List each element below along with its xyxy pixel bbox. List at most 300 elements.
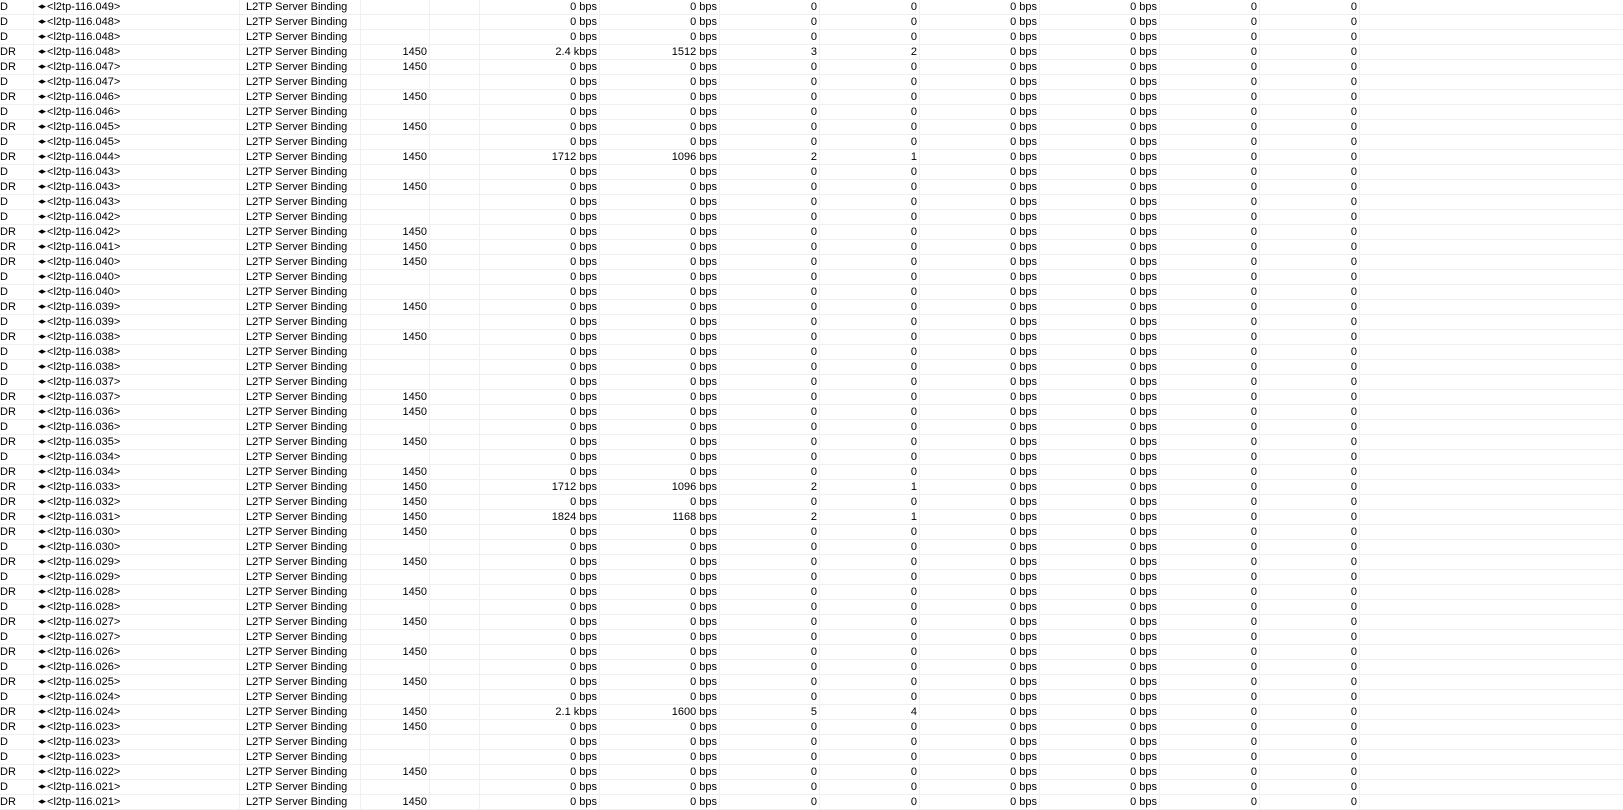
flags-cell: D xyxy=(0,750,34,764)
tx-cell: 0 bps xyxy=(600,135,720,149)
table-row[interactable] xyxy=(0,345,1623,360)
fp-rx-cell: 0 bps xyxy=(920,540,1040,554)
name-cell xyxy=(34,60,240,74)
empty-cell xyxy=(430,270,480,284)
table-row[interactable] xyxy=(0,225,1623,240)
rx-packet-cell: 0 xyxy=(720,465,820,479)
name-cell xyxy=(34,390,240,404)
empty-cell xyxy=(430,465,480,479)
rx-packet-cell: 5 xyxy=(720,705,820,719)
arrow-both-icon: ◂▸ xyxy=(38,272,46,282)
table-row[interactable] xyxy=(0,60,1623,75)
name-cell xyxy=(34,645,240,659)
arrow-both-icon: ◂▸ xyxy=(38,722,46,732)
fp-tx-packet-cell: 0 xyxy=(1260,420,1360,434)
fp-rx-cell: 0 bps xyxy=(920,375,1040,389)
name-cell xyxy=(34,0,240,14)
arrow-both-icon: ◂▸ xyxy=(38,317,46,327)
tx-packet-cell: 0 xyxy=(820,0,920,14)
mtu-cell: 1450 xyxy=(361,150,430,164)
fp-tx-cell: 0 bps xyxy=(1040,120,1160,134)
table-row[interactable] xyxy=(0,135,1623,150)
fp-tx-packet-cell: 0 xyxy=(1260,720,1360,734)
tx-packet-cell: 0 xyxy=(820,540,920,554)
arrow-both-icon: ◂▸ xyxy=(38,572,46,582)
tx-cell: 0 bps xyxy=(600,435,720,449)
table-row[interactable] xyxy=(0,75,1623,90)
fp-rx-packet-cell: 0 xyxy=(1160,720,1260,734)
type-cell: L2TP Server Binding xyxy=(240,60,361,74)
table-row[interactable] xyxy=(0,285,1623,300)
tx-packet-cell: 0 xyxy=(820,390,920,404)
flags-cell: D xyxy=(0,30,34,44)
tx-cell: 0 bps xyxy=(600,360,720,374)
tx-cell: 0 bps xyxy=(600,660,720,674)
table-row[interactable] xyxy=(0,750,1623,765)
name-cell xyxy=(34,330,240,344)
fp-rx-cell: 0 bps xyxy=(920,225,1040,239)
arrow-both-icon: ◂▸ xyxy=(38,62,46,72)
arrow-both-icon: ◂▸ xyxy=(38,107,46,117)
mtu-cell xyxy=(361,75,430,89)
empty-cell xyxy=(430,135,480,149)
table-row[interactable] xyxy=(0,105,1623,120)
fp-tx-cell: 0 bps xyxy=(1040,570,1160,584)
table-row[interactable] xyxy=(0,570,1623,585)
table-row[interactable] xyxy=(0,705,1623,720)
rx-packet-cell: 0 xyxy=(720,0,820,14)
interface-name: <l2tp-116.027> xyxy=(47,631,121,643)
rx-cell: 2.1 kbps xyxy=(480,705,600,719)
table-row[interactable] xyxy=(0,615,1623,630)
mtu-cell: 1450 xyxy=(361,720,430,734)
fp-tx-cell: 0 bps xyxy=(1040,165,1160,179)
type-cell: L2TP Server Binding xyxy=(240,675,361,689)
tx-cell: 0 bps xyxy=(600,690,720,704)
name-cell xyxy=(34,360,240,374)
fp-rx-cell: 0 bps xyxy=(920,300,1040,314)
mtu-cell xyxy=(361,0,430,14)
flags-cell: DR xyxy=(0,255,34,269)
table-row[interactable] xyxy=(0,180,1623,195)
table-row[interactable] xyxy=(0,495,1623,510)
arrow-both-icon: ◂▸ xyxy=(38,47,46,57)
rx-packet-cell: 0 xyxy=(720,630,820,644)
tx-cell: 0 bps xyxy=(600,345,720,359)
fp-rx-packet-cell: 0 xyxy=(1160,435,1260,449)
arrow-both-icon: ◂▸ xyxy=(38,32,46,42)
interface-name: <l2tp-116.038> xyxy=(47,361,121,373)
empty-cell xyxy=(430,495,480,509)
table-row[interactable] xyxy=(0,45,1623,60)
mtu-cell: 1450 xyxy=(361,705,430,719)
flags-cell: DR xyxy=(0,405,34,419)
fp-rx-packet-cell: 0 xyxy=(1160,330,1260,344)
tx-packet-cell: 0 xyxy=(820,300,920,314)
name-cell xyxy=(34,180,240,194)
table-row[interactable] xyxy=(0,405,1623,420)
tx-packet-cell: 0 xyxy=(820,570,920,584)
rx-packet-cell: 0 xyxy=(720,495,820,509)
flags-cell: DR xyxy=(0,555,34,569)
table-row[interactable] xyxy=(0,690,1623,705)
fp-rx-cell: 0 bps xyxy=(920,555,1040,569)
type-cell: L2TP Server Binding xyxy=(240,495,361,509)
name-cell xyxy=(34,615,240,629)
rx-packet-cell: 0 xyxy=(720,195,820,209)
mtu-cell xyxy=(361,165,430,179)
fp-rx-packet-cell: 0 xyxy=(1160,465,1260,479)
fp-tx-cell: 0 bps xyxy=(1040,600,1160,614)
rx-packet-cell: 0 xyxy=(720,780,820,794)
fp-rx-packet-cell: 0 xyxy=(1160,225,1260,239)
name-cell xyxy=(34,105,240,119)
mtu-cell: 1450 xyxy=(361,45,430,59)
empty-cell xyxy=(430,765,480,779)
fp-tx-cell: 0 bps xyxy=(1040,795,1160,809)
table-row[interactable] xyxy=(0,540,1623,555)
flags-cell: DR xyxy=(0,510,34,524)
fp-rx-cell: 0 bps xyxy=(920,690,1040,704)
table-row[interactable] xyxy=(0,555,1623,570)
fp-rx-packet-cell: 0 xyxy=(1160,105,1260,119)
table-row[interactable] xyxy=(0,390,1623,405)
type-cell: L2TP Server Binding xyxy=(240,210,361,224)
fp-tx-cell: 0 bps xyxy=(1040,375,1160,389)
fp-tx-cell: 0 bps xyxy=(1040,675,1160,689)
rx-cell: 1712 bps xyxy=(480,480,600,494)
tx-cell: 0 bps xyxy=(600,615,720,629)
rx-cell: 0 bps xyxy=(480,390,600,404)
tx-packet-cell: 0 xyxy=(820,450,920,464)
fp-tx-cell: 0 bps xyxy=(1040,465,1160,479)
type-cell: L2TP Server Binding xyxy=(240,30,361,44)
empty-cell xyxy=(430,540,480,554)
rx-cell: 1824 bps xyxy=(480,510,600,524)
table-row[interactable] xyxy=(0,585,1623,600)
rx-packet-cell: 0 xyxy=(720,420,820,434)
tx-cell: 0 bps xyxy=(600,240,720,254)
flags-cell: D xyxy=(0,735,34,749)
table-row[interactable] xyxy=(0,435,1623,450)
fp-tx-packet-cell: 0 xyxy=(1260,255,1360,269)
mtu-cell xyxy=(361,195,430,209)
flags-cell: DR xyxy=(0,645,34,659)
fp-rx-cell: 0 bps xyxy=(920,615,1040,629)
fp-tx-packet-cell: 0 xyxy=(1260,15,1360,29)
table-row[interactable] xyxy=(0,720,1623,735)
tx-packet-cell: 1 xyxy=(820,510,920,524)
arrow-both-icon: ◂▸ xyxy=(38,557,46,567)
fp-tx-cell: 0 bps xyxy=(1040,15,1160,29)
rx-cell: 0 bps xyxy=(480,735,600,749)
table-row[interactable] xyxy=(0,360,1623,375)
fp-rx-cell: 0 bps xyxy=(920,240,1040,254)
fp-rx-cell: 0 bps xyxy=(920,750,1040,764)
interface-name: <l2tp-116.039> xyxy=(47,316,121,328)
interface-name: <l2tp-116.030> xyxy=(47,541,121,553)
mtu-cell: 1450 xyxy=(361,465,430,479)
type-cell: L2TP Server Binding xyxy=(240,150,361,164)
arrow-both-icon: ◂▸ xyxy=(38,737,46,747)
flags-cell: D xyxy=(0,135,34,149)
rx-cell: 0 bps xyxy=(480,345,600,359)
empty-cell xyxy=(430,105,480,119)
tx-packet-cell: 0 xyxy=(820,315,920,329)
arrow-both-icon: ◂▸ xyxy=(38,332,46,342)
interface-name: <l2tp-116.038> xyxy=(47,331,121,343)
fp-tx-packet-cell: 0 xyxy=(1260,165,1360,179)
arrow-both-icon: ◂▸ xyxy=(38,362,46,372)
rx-packet-cell: 0 xyxy=(720,675,820,689)
arrow-both-icon: ◂▸ xyxy=(38,752,46,762)
fp-tx-cell: 0 bps xyxy=(1040,525,1160,539)
tx-cell: 0 bps xyxy=(600,195,720,209)
table-row[interactable] xyxy=(0,660,1623,675)
fp-tx-cell: 0 bps xyxy=(1040,330,1160,344)
fp-tx-cell: 0 bps xyxy=(1040,210,1160,224)
arrow-both-icon: ◂▸ xyxy=(38,512,46,522)
table-row[interactable] xyxy=(0,375,1623,390)
table-row[interactable] xyxy=(0,795,1623,810)
rx-packet-cell: 0 xyxy=(720,540,820,554)
empty-cell xyxy=(430,390,480,404)
table-row[interactable] xyxy=(0,330,1623,345)
empty-cell xyxy=(430,315,480,329)
fp-tx-cell: 0 bps xyxy=(1040,630,1160,644)
fp-rx-cell: 0 bps xyxy=(920,165,1040,179)
interface-name: <l2tp-116.035> xyxy=(47,436,121,448)
table-row[interactable] xyxy=(0,30,1623,45)
interface-name: <l2tp-116.046> xyxy=(47,91,121,103)
table-row[interactable] xyxy=(0,0,1623,15)
mtu-cell xyxy=(361,735,430,749)
name-cell xyxy=(34,570,240,584)
mtu-cell xyxy=(361,30,430,44)
name-cell xyxy=(34,540,240,554)
fp-tx-cell: 0 bps xyxy=(1040,285,1160,299)
rx-packet-cell: 0 xyxy=(720,585,820,599)
interface-name: <l2tp-116.049> xyxy=(47,1,121,13)
table-row[interactable] xyxy=(0,120,1623,135)
tx-packet-cell: 0 xyxy=(820,465,920,479)
name-cell xyxy=(34,525,240,539)
interface-name: <l2tp-116.023> xyxy=(47,736,121,748)
table-row[interactable] xyxy=(0,510,1623,525)
fp-rx-cell: 0 bps xyxy=(920,120,1040,134)
mtu-cell: 1450 xyxy=(361,240,430,254)
empty-cell xyxy=(430,675,480,689)
empty-cell xyxy=(430,15,480,29)
fp-rx-packet-cell: 0 xyxy=(1160,150,1260,164)
table-row[interactable] xyxy=(0,255,1623,270)
fp-rx-cell: 0 bps xyxy=(920,420,1040,434)
table-row[interactable] xyxy=(0,450,1623,465)
arrow-both-icon: ◂▸ xyxy=(38,542,46,552)
flags-cell: D xyxy=(0,165,34,179)
table-row[interactable] xyxy=(0,165,1623,180)
arrow-both-icon: ◂▸ xyxy=(38,692,46,702)
fp-tx-packet-cell: 0 xyxy=(1260,765,1360,779)
fp-tx-packet-cell: 0 xyxy=(1260,135,1360,149)
empty-cell xyxy=(430,75,480,89)
flags-cell: D xyxy=(0,105,34,119)
rx-packet-cell: 0 xyxy=(720,270,820,284)
arrow-both-icon: ◂▸ xyxy=(38,527,46,537)
type-cell: L2TP Server Binding xyxy=(240,435,361,449)
fp-tx-cell: 0 bps xyxy=(1040,540,1160,554)
table-row[interactable] xyxy=(0,780,1623,795)
interface-name: <l2tp-116.045> xyxy=(47,136,121,148)
table-row[interactable] xyxy=(0,300,1623,315)
empty-cell xyxy=(430,645,480,659)
fp-rx-cell: 0 bps xyxy=(920,255,1040,269)
flags-cell: DR xyxy=(0,525,34,539)
interface-name: <l2tp-116.028> xyxy=(47,601,121,613)
fp-tx-cell: 0 bps xyxy=(1040,195,1160,209)
interface-name: <l2tp-116.042> xyxy=(47,226,121,238)
fp-tx-cell: 0 bps xyxy=(1040,705,1160,719)
flags-cell: DR xyxy=(0,120,34,134)
fp-rx-cell: 0 bps xyxy=(920,660,1040,674)
table-row[interactable] xyxy=(0,315,1623,330)
tx-cell: 0 bps xyxy=(600,330,720,344)
empty-cell xyxy=(430,90,480,104)
table-row[interactable] xyxy=(0,15,1623,30)
table-row[interactable] xyxy=(0,270,1623,285)
empty-cell xyxy=(430,480,480,494)
empty-cell xyxy=(430,180,480,194)
table-row[interactable] xyxy=(0,735,1623,750)
rx-packet-cell: 0 xyxy=(720,225,820,239)
tx-packet-cell: 0 xyxy=(820,780,920,794)
fp-rx-cell: 0 bps xyxy=(920,435,1040,449)
arrow-both-icon: ◂▸ xyxy=(38,587,46,597)
rx-cell: 0 bps xyxy=(480,585,600,599)
name-cell xyxy=(34,285,240,299)
fp-tx-packet-cell: 0 xyxy=(1260,495,1360,509)
fp-rx-cell: 0 bps xyxy=(920,135,1040,149)
table-row[interactable] xyxy=(0,480,1623,495)
type-cell: L2TP Server Binding xyxy=(240,75,361,89)
tx-packet-cell: 0 xyxy=(820,285,920,299)
table-row[interactable] xyxy=(0,90,1623,105)
table-row[interactable] xyxy=(0,645,1623,660)
empty-cell xyxy=(430,570,480,584)
table-row[interactable] xyxy=(0,195,1623,210)
fp-rx-packet-cell: 0 xyxy=(1160,285,1260,299)
tx-packet-cell: 0 xyxy=(820,15,920,29)
flags-cell: D xyxy=(0,0,34,14)
tx-cell: 0 bps xyxy=(600,420,720,434)
table-row[interactable] xyxy=(0,675,1623,690)
fp-tx-packet-cell: 0 xyxy=(1260,360,1360,374)
interface-name: <l2tp-116.027> xyxy=(47,616,121,628)
tx-cell: 0 bps xyxy=(600,525,720,539)
name-cell xyxy=(34,210,240,224)
type-cell: L2TP Server Binding xyxy=(240,615,361,629)
name-cell xyxy=(34,300,240,314)
fp-rx-packet-cell: 0 xyxy=(1160,555,1260,569)
rx-cell: 0 bps xyxy=(480,660,600,674)
tx-packet-cell: 0 xyxy=(820,660,920,674)
mtu-cell xyxy=(361,750,430,764)
fp-rx-packet-cell: 0 xyxy=(1160,90,1260,104)
table-row[interactable] xyxy=(0,420,1623,435)
table-row[interactable] xyxy=(0,240,1623,255)
tx-cell: 0 bps xyxy=(600,750,720,764)
fp-rx-packet-cell: 0 xyxy=(1160,675,1260,689)
fp-rx-cell: 0 bps xyxy=(920,450,1040,464)
tx-packet-cell: 0 xyxy=(820,615,920,629)
fp-tx-cell: 0 bps xyxy=(1040,105,1160,119)
type-cell: L2TP Server Binding xyxy=(240,165,361,179)
flags-cell: DR xyxy=(0,465,34,479)
flags-cell: D xyxy=(0,315,34,329)
type-cell: L2TP Server Binding xyxy=(240,600,361,614)
rx-packet-cell: 0 xyxy=(720,180,820,194)
fp-tx-cell: 0 bps xyxy=(1040,765,1160,779)
tx-packet-cell: 0 xyxy=(820,420,920,434)
fp-tx-packet-cell: 0 xyxy=(1260,585,1360,599)
fp-rx-cell: 0 bps xyxy=(920,0,1040,14)
rx-cell: 0 bps xyxy=(480,540,600,554)
table-row[interactable] xyxy=(0,630,1623,645)
name-cell xyxy=(34,780,240,794)
tx-cell: 0 bps xyxy=(600,75,720,89)
table-row[interactable] xyxy=(0,210,1623,225)
rx-cell: 0 bps xyxy=(480,105,600,119)
fp-tx-packet-cell: 0 xyxy=(1260,630,1360,644)
fp-tx-packet-cell: 0 xyxy=(1260,60,1360,74)
table-row[interactable] xyxy=(0,525,1623,540)
fp-tx-packet-cell: 0 xyxy=(1260,795,1360,809)
table-row[interactable] xyxy=(0,150,1623,165)
arrow-both-icon: ◂▸ xyxy=(38,92,46,102)
interface-name: <l2tp-116.046> xyxy=(47,106,121,118)
flags-cell: DR xyxy=(0,60,34,74)
empty-cell xyxy=(430,285,480,299)
arrow-both-icon: ◂▸ xyxy=(38,302,46,312)
interface-name: <l2tp-116.042> xyxy=(47,211,121,223)
type-cell: L2TP Server Binding xyxy=(240,660,361,674)
empty-cell xyxy=(430,780,480,794)
name-cell xyxy=(34,675,240,689)
flags-cell: D xyxy=(0,540,34,554)
tx-packet-cell: 0 xyxy=(820,105,920,119)
fp-rx-packet-cell: 0 xyxy=(1160,255,1260,269)
empty-cell xyxy=(430,360,480,374)
rx-cell: 0 bps xyxy=(480,600,600,614)
fp-rx-cell: 0 bps xyxy=(920,315,1040,329)
table-row[interactable] xyxy=(0,600,1623,615)
tx-cell: 0 bps xyxy=(600,540,720,554)
rx-packet-cell: 0 xyxy=(720,765,820,779)
table-row[interactable] xyxy=(0,765,1623,780)
fp-tx-cell: 0 bps xyxy=(1040,300,1160,314)
table-row[interactable] xyxy=(0,465,1623,480)
fp-tx-packet-cell: 0 xyxy=(1260,645,1360,659)
fp-rx-cell: 0 bps xyxy=(920,15,1040,29)
empty-cell xyxy=(430,345,480,359)
name-cell xyxy=(34,435,240,449)
rx-cell: 0 bps xyxy=(480,90,600,104)
flags-cell: DR xyxy=(0,495,34,509)
interface-name: <l2tp-116.043> xyxy=(47,166,121,178)
arrow-both-icon: ◂▸ xyxy=(38,227,46,237)
name-cell xyxy=(34,720,240,734)
empty-cell xyxy=(430,210,480,224)
